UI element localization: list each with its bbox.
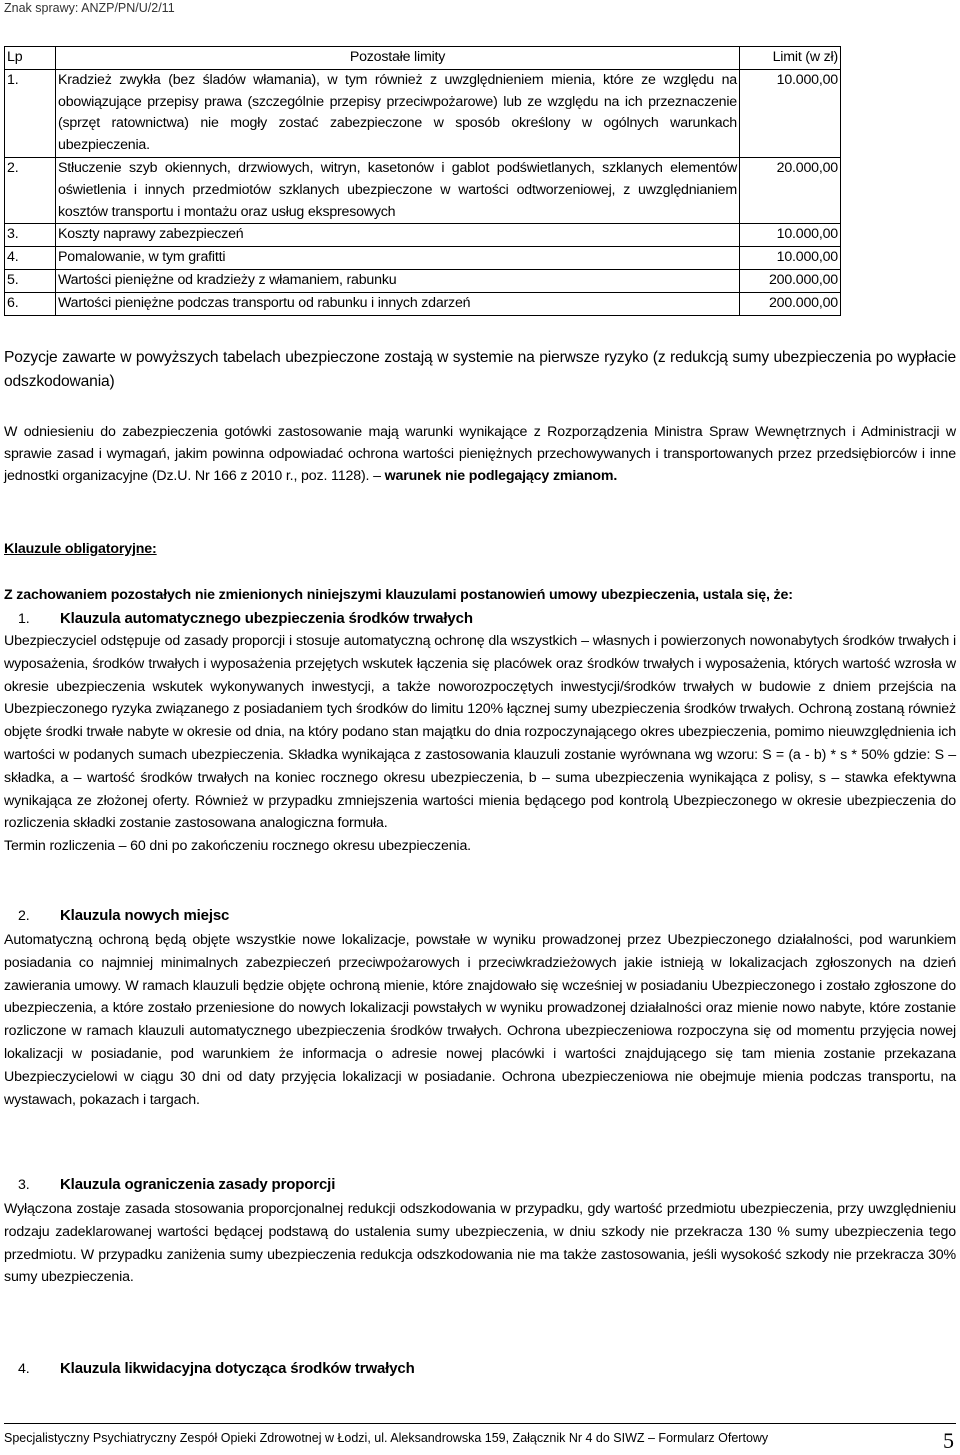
row-limit: 200.000,00 [740, 269, 841, 292]
row-lp: 5. [5, 269, 56, 292]
clause-3-heading [4, 1174, 956, 1196]
table-row [5, 269, 841, 292]
clauses-intro: Z zachowaniem pozostałych nie zmienionych niniejszymi klauzulami postanowień umowy ubezpieczenia, ustala się, że: [4, 587, 793, 603]
obligatory-clauses-heading: Klauzule obligatoryjne: [4, 541, 157, 557]
row-description: Koszty naprawy zabezpieczeń [56, 224, 740, 247]
row-limit: 10.000,00 [740, 69, 841, 157]
row-description: Stłuczenie szyb okiennych, drzwiowych, witryn, kasetonów i gablot podświetlanych, szklanych elementów oświetlenia i innych przedmiotów szklanych ubezpieczone w wartości odtworzeniowej, z uwzględnianiem kosztów transportu i montażu oraz usług ekspresowych [56, 157, 740, 223]
header-lp: Lp [5, 47, 56, 70]
footer-text: Specjalistyczny Psychiatryczny Zespół Opieki Zdrowotnej w Łodzi, ul. Aleksandrowska 159, Załącznik Nr 4 do SIWZ – Formularz Ofertowy [4, 1431, 769, 1445]
header-limit: Limit (w zł) [740, 47, 841, 70]
clause-3-number: 3. [18, 1177, 30, 1193]
row-limit: 10.000,00 [740, 247, 841, 270]
limits-table [4, 46, 841, 316]
clause-1-heading [4, 608, 956, 630]
clause-4-heading [4, 1358, 956, 1380]
clause-1-body [4, 630, 956, 858]
row-limit: 200.000,00 [740, 292, 841, 315]
table-header-row [5, 47, 841, 70]
clause-2-heading [4, 905, 956, 927]
clause-2-text: Automatyczną ochroną będą objęte wszystkie nowe lokalizacje, powstałe w wyniku prowadzonej przez Ubezpieczonego działalności, pod warunkiem posiadania co najmniej minimalnych zabezpieczeń przeciwpożarowych i przeciwkradzieżowych jakie istnieją w lokalizacjach zgłoszonych na dzień zawierania umowy. W ramach klauzuli będzie objęte ochroną mienie, które znajdowało się wcześniej w posiadaniu Ubezpieczonego i zostało zgłoszone do ubezpieczenia, a które zostało przeniesione do nowych lokalizacji powstałych w wyniku prowadzonej działalności oraz mienie nowo nabyte, które zostanie rozliczone w ramach klauzuli automatycznego ubezpieczenia środków trwałych. Ochrona ubezpieczeniowa rozpoczyna się od momentu przyjęcia nowej lokalizacji w posiadanie, pod warunkiem że informacja o adresie nowej placówki i wartości znajdującego się tam mienia zostanie przekazana Ubezpieczycielowi w ciągu 30 dni od daty przyjęcia lokalizacji w posiadanie. Ochrona ubezpieczeniowa nie obejmuje mienia podczas transportu, na wystawach, pokazach i targach. [4, 932, 956, 1108]
row-lp: 2. [5, 157, 56, 223]
row-description: Pomalowanie, w tym grafitti [56, 247, 740, 270]
cash-security-paragraph [4, 421, 956, 487]
page-number: 5 [943, 1428, 954, 1453]
row-limit: 10.000,00 [740, 224, 841, 247]
row-lp: 3. [5, 224, 56, 247]
row-limit: 20.000,00 [740, 157, 841, 223]
row-description: Kradzież zwykła (bez śladów włamania), w tym również z uwzględnieniem mienia, które ze względu na obowiązujące przepisy prawa (szczególnie przepisy przeciwpożarowe) lub ze względu na ich przeznaczenie (sprzęt ratownictwa) nie mogły zostać zabezpieczone w sposób określony w ogólnych warunkach ubezpieczenia. [56, 69, 740, 157]
document-reference: Znak sprawy: ANZP/PN/U/2/11 [4, 1, 175, 15]
table-row [5, 224, 841, 247]
clause-3-text: Wyłączona zostaje zasada stosowania proporcjonalnej redukcji odszkodowania w przypadku, gdy wartość przedmiotu ubezpieczenia, przy uwzględnieniu rodzaju zadeklarowanej wartości będącej podstawą do ustalenia sumy ubezpieczenia, w dniu szkody nie przekracza 130 % sumy ubezpieczenia tego przedmiotu. W przypadku zaniżenia sumy ubezpieczenia redukcja odszkodowania nie ma także zastosowania, jeśli wysokość szkody nie przekracza 30% sumy ubezpieczenia. [4, 1201, 956, 1286]
table-row [5, 247, 841, 270]
cash-security-text: W odniesieniu do zabezpieczenia gotówki zastosowanie mają warunki wynikające z Rozporządzenia Ministra Spraw Wewnętrznych i Administracji w sprawie zasad i wymagań, jakim powinna odpowiadać ochrona wartości pieniężnych przechowywanych i transportowanych przez przedsiębiorców i inne jednostki organizacyjne (Dz.U. Nr 166 z 2010 r., poz. 1128). – [4, 424, 956, 484]
row-lp: 4. [5, 247, 56, 270]
clause-3-title: Klauzula ograniczenia zasady proporcji [60, 1176, 336, 1193]
header-description: Pozostałe limity [56, 47, 740, 70]
table-row [5, 292, 841, 315]
clause-1-text: Ubezpieczyciel odstępuje od zasady proporcji i stosuje automatyczną ochronę dla wszystkich – własnych i powierzonych nowonabytych środków trwałych i wyposażenia, środków trwałych i wyposażenia przejętych wskutek łączenia się placówek oraz środków trwałych i wyposażenia, których wartość wzrosła w okresie ubezpieczenia wskutek wykonywanych inwestycji, a także noworozpoczętych inwestycji/środków trwałych w budowie z dniem przejścia na Ubezpieczonego ryzyka związanego z posiadaniem tych środków do limitu 120% łącznej sumy ubezpieczenia środków trwałych. Ochroną zostaną również objęte środki trwałe nabyte w okresie od dnia, na który podano stan majątku do dnia rozpoczynającego okres ubezpieczenia, pomimo nieuwzględnienia ich wartości w podanych sumach ubezpieczenia. Składka wynikająca z zastosowania klauzuli zostanie wyrównana wg wzoru: S = (a - b) * s * 50% gdzie: S – składka, a – wartość środków trwałych na koniec rocznego okresu ubezpieczenia, b – suma ubezpieczenia wynikająca z polisy, s – stawka efektywna wynikająca ze złożonej oferty. Również w przypadku zmniejszenia wartości mienia będącego pod kontrolą Ubezpieczonego w okresie ubezpieczenia do rozliczenia składki zostanie zastosowana analogiczna formuła. [4, 633, 956, 832]
first-risk-note: Pozycje zawarte w powyższych tabelach ubezpieczone zostają w systemie na pierwsze ryzyko (z redukcją sumy ubezpieczenia po wypłacie odszkodowania) [4, 349, 956, 390]
table-row [5, 157, 841, 223]
row-description: Wartości pieniężne od kradzieży z włamaniem, rabunku [56, 269, 740, 292]
row-lp: 1. [5, 69, 56, 157]
clause-1-number: 1. [18, 611, 30, 627]
clause-4-number: 4. [18, 1361, 30, 1377]
clause-2-number: 2. [18, 908, 30, 924]
clause-1-title: Klauzula automatycznego ubezpieczenia środków trwałych [60, 610, 473, 627]
clause-1-settlement: Termin rozliczenia – 60 dni po zakończeniu rocznego okresu ubezpieczenia. [4, 838, 471, 855]
cash-security-condition: warunek nie podlegający zmianom. [384, 468, 618, 484]
row-description: Wartości pieniężne podczas transportu od rabunku i innych zdarzeń [56, 292, 740, 315]
clause-2-title: Klauzula nowych miejsc [60, 907, 230, 924]
clause-4-title: Klauzula likwidacyjna dotycząca środków trwałych [60, 1360, 415, 1377]
table-row [5, 69, 841, 157]
row-lp: 6. [5, 292, 56, 315]
footer-divider [4, 1423, 956, 1424]
